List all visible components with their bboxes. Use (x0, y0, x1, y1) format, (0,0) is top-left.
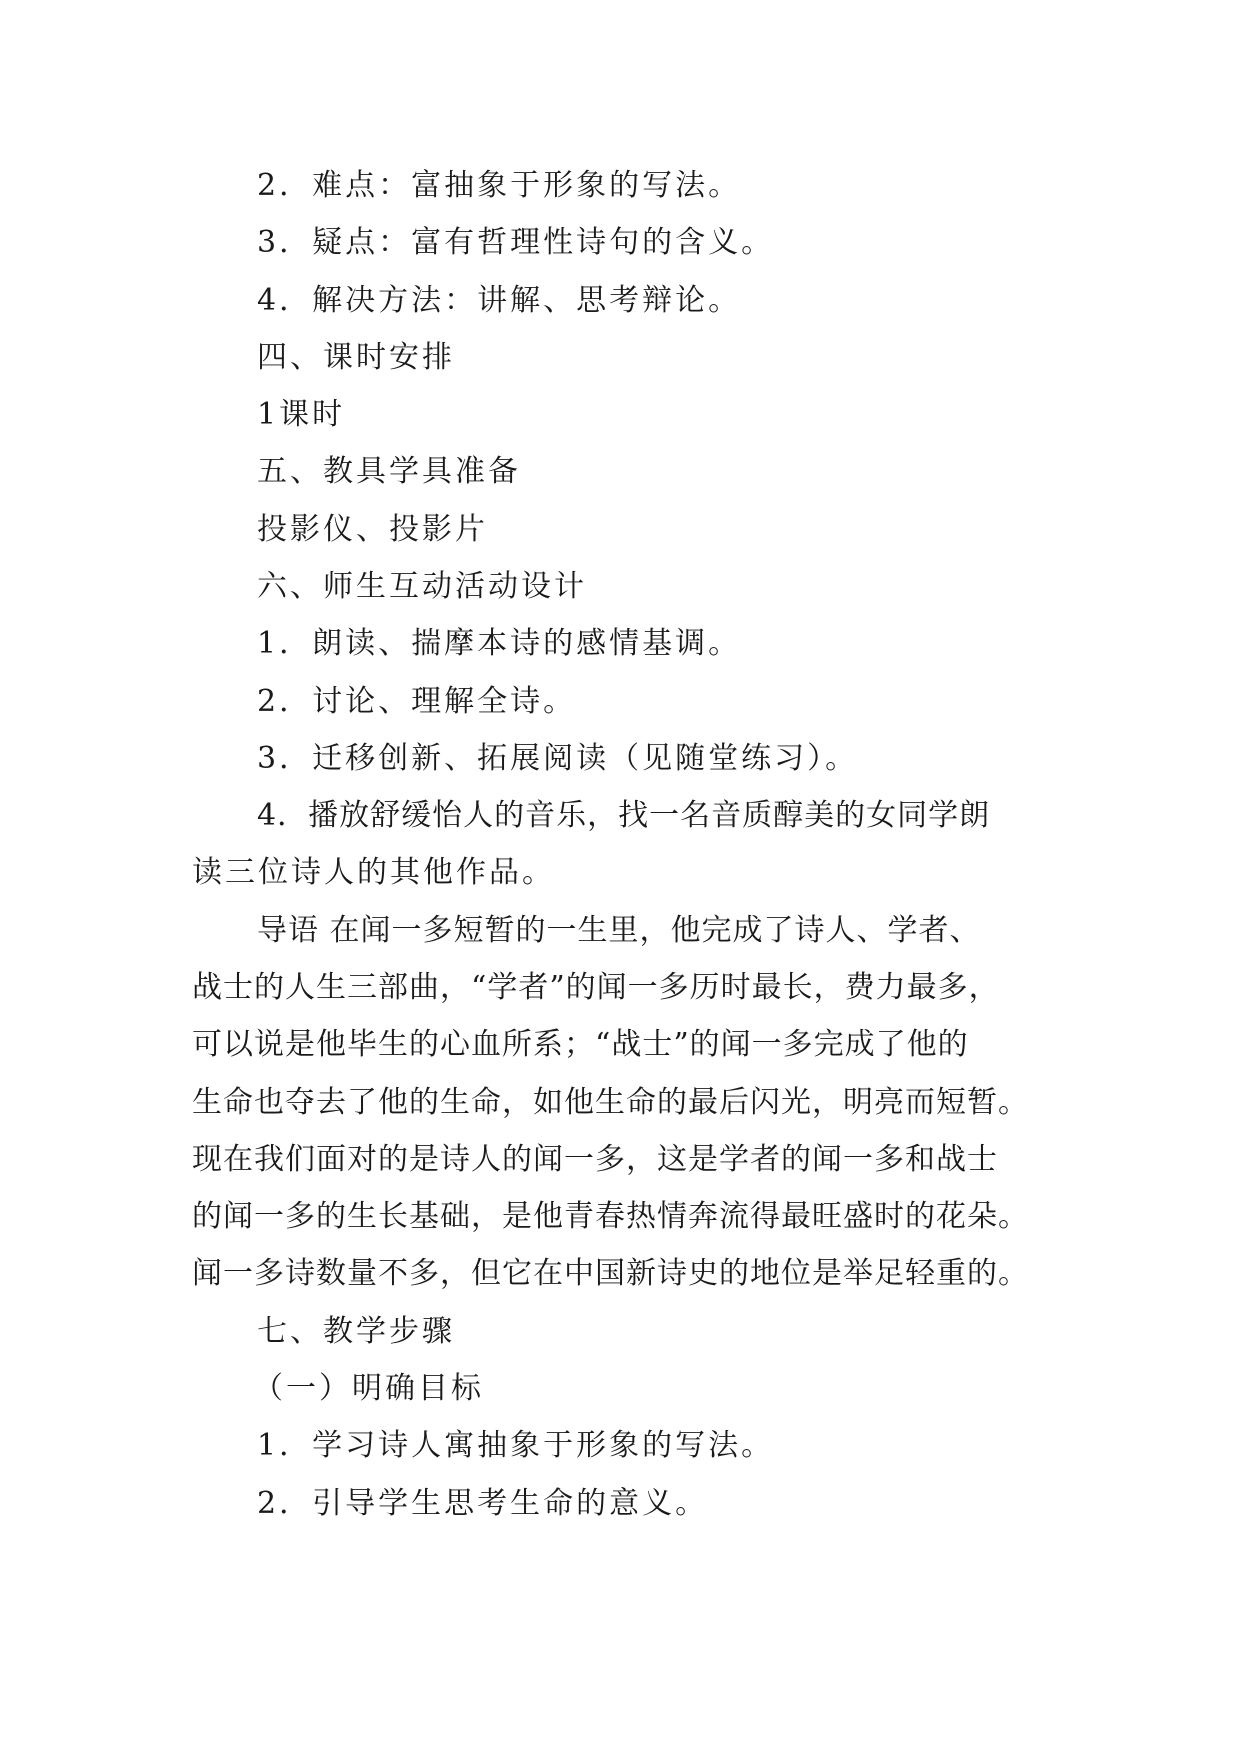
text-line-class-hours: 1课时 (257, 397, 346, 432)
text-line-activity-3: 3．迁移创新、拓展阅读（见随堂练习）。 (257, 741, 859, 776)
text-line-projector: 投影仪、投影片 (257, 512, 488, 547)
text-line-intro-1: 导语 在闻一多短暂的一生里，他完成了诗人、学者、 (257, 913, 981, 948)
subheading-objectives: （一）明确目标 (253, 1371, 484, 1406)
text-line-intro-5: 现在我们面对的是诗人的闻一多，这是学者的闻一多和战士 (192, 1142, 998, 1177)
section-heading-schedule: 四、课时安排 (257, 340, 455, 375)
text-line-intro-7: 闻一多诗数量不多，但它在中国新诗史的地位是举足轻重的。 (192, 1256, 1029, 1291)
text-line-intro-2: 战士的人生三部曲，“学者”的闻一多历时最长，费力最多， (192, 970, 1000, 1005)
text-line-intro-4: 生命也夺去了他的生命，如他生命的最后闪光，明亮而短暂。 (192, 1085, 1029, 1120)
text-line-objective-1: 1．学习诗人寓抽象于形象的写法。 (257, 1428, 775, 1463)
text-line-activity-4: 4．播放舒缓怡人的音乐，找一名音质醇美的女同学朗 (257, 798, 991, 833)
text-line-activity-2: 2．讨论、理解全诗。 (257, 684, 577, 719)
text-line-activity-4-cont: 读三位诗人的其他作品。 (192, 855, 555, 890)
text-line-intro-3: 可以说是他毕生的心血所系；“战士”的闻一多完成了他的 (192, 1027, 969, 1062)
text-line-difficulty: 2．难点：富抽象于形象的写法。 (257, 168, 742, 203)
section-heading-materials: 五、教具学具准备 (257, 454, 521, 489)
section-heading-steps: 七、教学步骤 (257, 1314, 455, 1349)
text-line-solution: 4．解决方法：讲解、思考辩论。 (257, 283, 742, 318)
section-heading-activities: 六、师生互动活动设计 (257, 569, 587, 604)
text-line-objective-2: 2．引导学生思考生命的意义。 (257, 1486, 709, 1521)
text-line-activity-1: 1．朗读、揣摩本诗的感情基调。 (257, 626, 742, 661)
text-line-intro-6: 的闻一多的生长基础，是他青春热情奔流得最旺盛时的花朵。 (192, 1199, 1029, 1234)
text-line-doubt: 3．疑点：富有哲理性诗句的含义。 (257, 225, 775, 260)
